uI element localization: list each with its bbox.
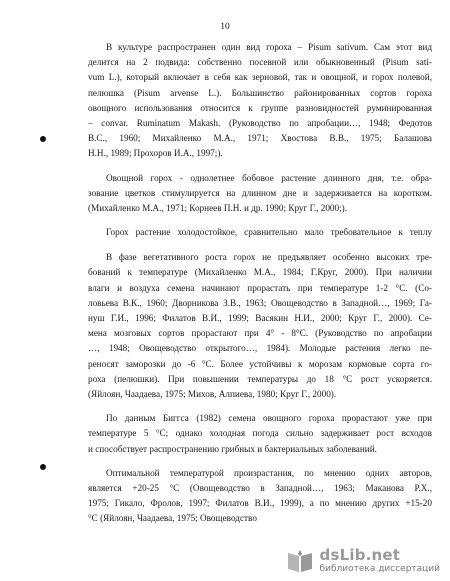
text-line: зование цветков стимулируется на длинном дне и задерживается на коротком. — [88, 187, 432, 198]
text-line: Горох растение холодостойкое, сравнительно мало требовательное к теплу — [106, 227, 432, 238]
text-line: Овощной горох - однолетнее бобовое растение длинного дня, т.е. обра- — [106, 172, 432, 183]
text-line: В фазе вегетативного роста горох не предъявляет особенно высоких тре- — [106, 252, 432, 263]
text-line: (Яйлоян, Чаадаева, 1975; Михов, Алпиева, 1980; Круг Г., 2000). — [88, 388, 337, 399]
book-logo-icon — [286, 548, 314, 574]
text-line: овощного использования относится к группе разновидностей руминированная — [88, 102, 432, 113]
text-line: влаги и воздуха семена начинают прорастать при температуре 1-2 °С. (Со- — [88, 282, 432, 293]
binder-hole-top — [40, 136, 46, 142]
text-line: является +20-25 °С (Овощеводство в Западной…, 1963; Маканова Р.Х., — [88, 482, 432, 493]
paragraph-long-day-plant — [88, 171, 432, 217]
text-line: Оптимальной температурой произрастания, по мнению одних авторов, — [106, 467, 432, 478]
paragraph-vegetative-phase — [88, 250, 432, 402]
text-line: °С (Яйлоян, Чаадаева, 1975; Овощеводство — [88, 513, 257, 524]
text-line: В культуре распространен один вид гороха – Pisum sativum. Сам этот вид — [106, 42, 432, 52]
watermark-caption: библиотека диссертаций — [319, 564, 440, 574]
text-line: …, 1948; Овощеводство открытого…, 1984). Молодые растения легко пе- — [88, 343, 432, 354]
text-line: роха (пелюшки). При повышении температуры до 18 °С рост ускоряется. — [88, 373, 432, 384]
document-body — [88, 40, 432, 526]
binder-hole-bottom — [40, 464, 46, 470]
text-line: нуш Г.И., 1996; Филатов В.И., 1999; Васякин Н.И., 2000; Круг Г., 2000). Се- — [88, 313, 432, 323]
text-line: ловьева В.К., 1960; Дворникова З.В., 1963; Овощеводство в Западной…, 1969; Га- — [88, 297, 432, 308]
text-line: делится на 2 подвида: собственно посевной или обыкновенный (Pisum sati- — [88, 57, 432, 68]
paragraph-optimal-temperature — [88, 466, 432, 527]
text-line: реносят заморозки до -6 °С. Более устойчивы к морозам кормовые сорта го- — [88, 358, 432, 369]
watermark-brand: dsLib.net — [319, 546, 401, 564]
text-line: vum L.), который включает в себя как зерновой, так и овощной, и горох полевой, — [88, 72, 432, 83]
text-line: пелюшка (Pisum arvense L.). Большинство районированных сортов гороха — [88, 87, 432, 98]
text-line: (Михайленко М.А., 1971; Корнеев П.Н. и др. 1990; Круг Г., 2000;). — [88, 202, 348, 213]
text-line: температуре 5 °С; однако холодная погода сильно задерживает рост всходов — [88, 428, 432, 439]
text-line: – convar. Ruminatum Makash. (Руководство по апробации…, 1948; Федотов — [88, 117, 432, 128]
paragraph-cold-resistance — [88, 225, 432, 240]
text-line: Н.Н., 1989; Прохоров И.А., 1997;). — [88, 148, 223, 159]
text-line: В.С., 1960; Михайленко М.А., 1971; Хвостова В.В., 1975; Балашова — [88, 133, 432, 144]
text-line: бований к температуре (Михайленко М.А., 1984; Г.Круг, 2000). При наличии — [88, 267, 432, 278]
watermark — [286, 547, 440, 575]
text-line: и способствует распространению грибных и бактериальных заболеваний. — [88, 443, 377, 454]
paragraph-pea-species — [88, 40, 432, 162]
page-number: 10 — [220, 22, 230, 32]
text-line: 1975; Гикало, Фролов, 1997; Филатов В.И., 1999), а по мнению других +15-20 — [88, 498, 432, 509]
paragraph-biggs-data — [88, 411, 432, 457]
text-line: мена мозговых сортов прорастают при 4° - 8°С. (Руководство по апробации — [88, 328, 432, 339]
text-line: По данным Биггса (1982) семена овощного гороха прорастают уже при — [106, 413, 432, 424]
